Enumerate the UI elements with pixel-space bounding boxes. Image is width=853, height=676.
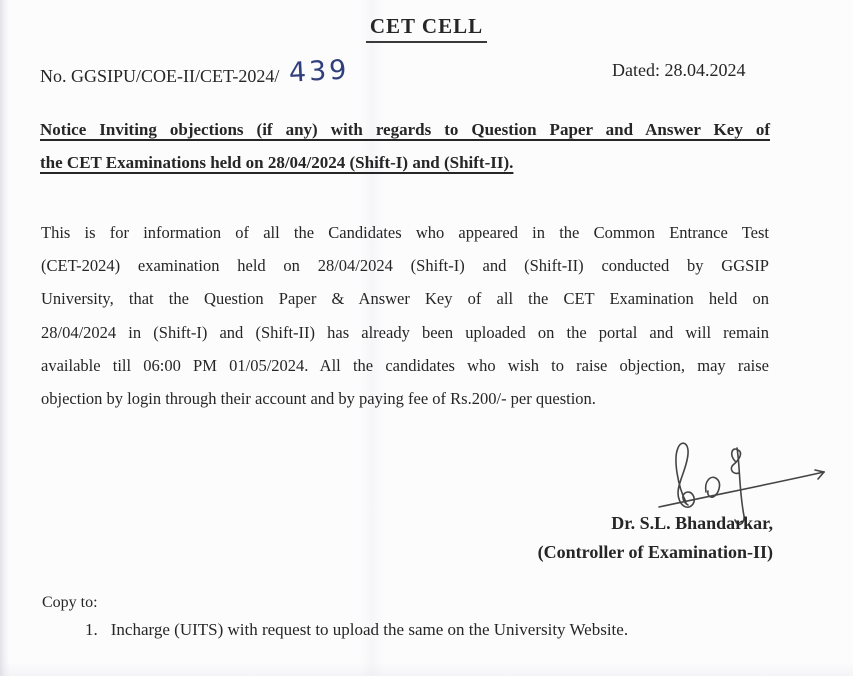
reference-number-handwritten: 439 xyxy=(288,54,351,89)
subject-line: Notice Inviting objections (if any) with regards to Question Paper and Answer Key of xyxy=(40,120,770,139)
reference-number-line xyxy=(40,54,351,89)
copy-to-item-text: Incharge (UITS) with request to upload the same on the University Website. xyxy=(110,620,629,639)
body-line: available till 06:00 PM 01/05/2024. All the candidates who wish to raise objection, may raise xyxy=(41,355,769,375)
copy-to-label: Copy to: xyxy=(42,594,98,611)
subject-heading xyxy=(40,113,770,179)
body-line: This is for information of all the Candidates who appeared in the Common Entrance Test xyxy=(41,223,769,242)
body-line: (CET-2024) examination held on 28/04/2024 (Shift-I) and (Shift-II) conducted by GGSIP xyxy=(41,256,769,276)
dated-label: Dated: 28.04.2024 xyxy=(612,60,746,80)
body-line: objection by login through their account and by paying fee of Rs.200/- per question. xyxy=(41,389,596,409)
subject-line: the CET Examinations held on 28/04/2024 (Shift-I) and (Shift-II). xyxy=(40,153,514,172)
page-title-wrap xyxy=(0,14,853,43)
notice-body-paragraph xyxy=(41,216,769,415)
reference-number-label: No. GGSIPU/COE-II/CET-2024/ xyxy=(40,66,280,86)
signature-block xyxy=(440,509,773,566)
page-title: CET CELL xyxy=(366,14,487,43)
copy-to-item-number: 1. xyxy=(85,620,98,639)
signatory-designation: (Controller of Examination-II) xyxy=(537,541,773,562)
copy-to-item xyxy=(85,620,628,640)
body-line: 28/04/2024 in (Shift-I) and (Shift-II) has already been uploaded on the portal and will remain xyxy=(41,322,769,342)
signatory-name: Dr. S.L. Bhandarkar, xyxy=(611,513,773,533)
body-line: University, that the Question Paper & Answer Key of all the CET Examination held on xyxy=(41,289,769,309)
